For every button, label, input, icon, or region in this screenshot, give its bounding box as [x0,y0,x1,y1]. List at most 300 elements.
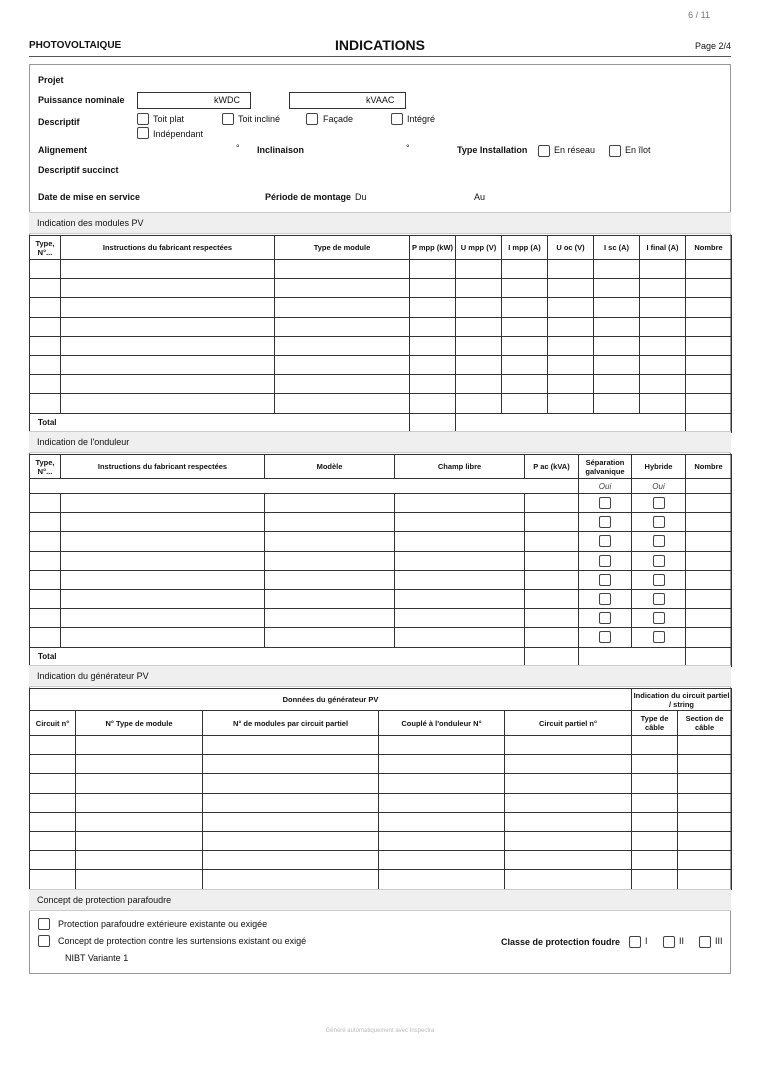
table-cell[interactable] [632,831,678,850]
table-cell[interactable] [30,279,61,298]
table-cell[interactable] [502,375,548,394]
independant-checkbox[interactable] [137,127,149,139]
table-cell[interactable] [525,551,579,570]
table-cell[interactable] [456,298,502,317]
classe-ii-checkbox[interactable] [663,936,675,948]
table-cell[interactable] [525,589,579,608]
table-cell[interactable] [275,336,410,355]
table-cell[interactable] [203,851,379,870]
row-checkbox[interactable] [653,612,665,624]
table-cell[interactable] [30,260,61,279]
generateur-row [30,774,732,793]
row-checkbox[interactable] [653,497,665,509]
generateur-row [30,831,732,850]
table-cell[interactable] [61,394,275,413]
table-cell[interactable] [265,628,395,647]
table-cell[interactable] [265,551,395,570]
table-cell[interactable] [410,317,456,336]
table-cell[interactable] [594,375,640,394]
page-title: INDICATIONS [335,37,425,53]
surtensions-checkbox[interactable] [38,935,50,947]
table-cell[interactable] [30,336,61,355]
table-cell[interactable] [30,755,76,774]
classe-i-label: I [645,936,648,946]
table-cell[interactable] [275,260,410,279]
table-cell[interactable] [548,336,594,355]
table-cell[interactable] [505,831,632,850]
table-cell[interactable] [61,355,275,374]
table-cell[interactable] [456,279,502,298]
table-cell[interactable] [579,589,632,608]
col-couple-onduleur: Couplé à l'onduleur N° [379,711,505,736]
total-nombre-cell[interactable] [686,647,732,666]
table-cell[interactable] [686,375,732,394]
generateur-row [30,870,732,889]
table-cell[interactable] [395,494,525,513]
table-cell[interactable] [686,609,732,628]
table-cell[interactable] [456,355,502,374]
table-cell[interactable] [686,532,732,551]
table-cell[interactable] [632,812,678,831]
table-cell[interactable] [502,279,548,298]
table-cell[interactable] [632,851,678,870]
toit-incline-checkbox[interactable] [222,113,234,125]
table-cell[interactable] [379,793,505,812]
col-isc: I sc (A) [594,236,640,260]
table-cell[interactable] [505,851,632,870]
col-umpp: U mpp (V) [456,236,502,260]
puissance-label: Puissance nominale [38,95,125,105]
table-cell[interactable] [632,570,686,589]
kwdc-field[interactable]: kWDC [137,92,251,109]
table-cell[interactable] [203,736,379,755]
onduleur-section-title: Indication de l'onduleur [29,431,731,453]
table-cell[interactable] [548,279,594,298]
row-checkbox[interactable] [599,631,611,643]
table-cell[interactable] [30,589,61,608]
table-cell[interactable] [30,317,61,336]
table-cell[interactable] [76,851,203,870]
table-cell[interactable] [505,812,632,831]
table-cell[interactable] [505,755,632,774]
row-checkbox[interactable] [653,535,665,547]
table-cell[interactable] [76,812,203,831]
table-cell[interactable] [275,298,410,317]
table-cell[interactable] [30,609,61,628]
table-cell[interactable] [30,513,61,532]
onduleur-row [30,609,732,628]
total-label: Total [30,647,525,666]
table-cell[interactable] [275,355,410,374]
table-cell[interactable] [395,589,525,608]
row-checkbox[interactable] [599,535,611,547]
au-label: Au [474,192,486,202]
table-cell[interactable] [548,375,594,394]
table-cell[interactable] [632,494,686,513]
table-cell[interactable] [640,394,686,413]
table-cell[interactable] [686,355,732,374]
table-cell[interactable] [548,355,594,374]
table-cell[interactable] [678,812,732,831]
page-counter: 6 / 11 [688,10,710,20]
nibt-variante: NIBT Variante 1 [65,953,129,963]
classe-protection-label: Classe de protection foudre [501,937,621,947]
table-cell[interactable] [456,394,502,413]
table-cell[interactable] [30,570,61,589]
table-cell[interactable] [548,298,594,317]
onduleur-row [30,494,732,513]
table-cell[interactable] [265,589,395,608]
table-cell[interactable] [594,336,640,355]
col-type: Type, N°... [30,236,61,260]
module-row [30,260,732,279]
col-pac: P ac (kVA) [525,455,579,479]
table-cell[interactable] [30,298,61,317]
table-cell[interactable] [632,513,686,532]
onduleur-row [30,532,732,551]
table-cell[interactable] [686,336,732,355]
table-cell[interactable] [61,513,265,532]
table-cell[interactable] [61,375,275,394]
row-checkbox[interactable] [653,631,665,643]
table-cell[interactable] [61,532,265,551]
table-cell[interactable] [30,394,61,413]
table-cell[interactable] [640,336,686,355]
en-reseau-checkbox[interactable] [538,145,550,157]
table-cell[interactable] [395,628,525,647]
table-cell[interactable] [76,870,203,889]
table-cell[interactable] [502,394,548,413]
table-cell[interactable] [395,609,525,628]
donnees-generateur-header: Données du générateur PV [30,689,632,711]
table-cell[interactable] [505,736,632,755]
descriptif-succinct-label: Descriptif succinct [38,165,119,175]
table-cell[interactable] [275,375,410,394]
row-checkbox[interactable] [599,574,611,586]
en-reseau-label: En réseau [554,145,596,155]
generateur-row [30,736,732,755]
table-cell[interactable] [265,532,395,551]
table-cell[interactable] [30,851,76,870]
table-cell[interactable] [203,812,379,831]
table-cell[interactable] [502,260,548,279]
table-cell[interactable] [61,336,275,355]
table-cell[interactable] [640,298,686,317]
table-cell[interactable] [61,628,265,647]
generateur-row [30,755,732,774]
table-cell[interactable] [410,260,456,279]
table-cell[interactable] [30,375,61,394]
table-cell[interactable] [594,298,640,317]
table-cell[interactable] [632,589,686,608]
table-cell[interactable] [505,793,632,812]
total-pmpp-cell[interactable] [410,413,456,432]
table-cell[interactable] [30,793,76,812]
integre-label: Intégré [407,114,436,124]
col-type-module: Type de module [275,236,410,260]
table-cell[interactable] [410,298,456,317]
table-cell[interactable] [76,736,203,755]
table-cell[interactable] [525,628,579,647]
table-cell[interactable] [61,589,265,608]
table-cell[interactable] [594,279,640,298]
en-ilot-label: En îlot [625,145,651,155]
table-cell[interactable] [203,831,379,850]
table-cell[interactable] [61,279,275,298]
table-cell[interactable] [686,513,732,532]
table-cell[interactable] [30,494,61,513]
table-cell[interactable] [61,551,265,570]
col-instructions: Instructions du fabricant respectées [61,236,275,260]
module-row [30,298,732,317]
row-checkbox[interactable] [599,612,611,624]
modules-table [29,235,732,433]
module-row [30,375,732,394]
table-cell[interactable] [632,736,678,755]
table-cell[interactable] [379,812,505,831]
module-row [30,317,732,336]
col-ifinal: I final (A) [640,236,686,260]
table-cell[interactable] [686,394,732,413]
table-cell[interactable] [502,298,548,317]
row-checkbox[interactable] [599,555,611,567]
col-nb-modules: N° de modules par circuit partiel [203,711,379,736]
table-cell[interactable] [30,355,61,374]
table-cell[interactable] [61,609,265,628]
table-cell[interactable] [456,260,502,279]
col-type-cable: Type de câble [632,711,678,736]
table-cell[interactable] [265,494,395,513]
col-pmpp: P mpp (kW) [410,236,456,260]
table-cell[interactable] [686,570,732,589]
table-cell[interactable] [410,336,456,355]
table-cell[interactable] [30,551,61,570]
table-cell[interactable] [640,279,686,298]
table-cell[interactable] [395,513,525,532]
table-cell[interactable] [579,628,632,647]
table-cell[interactable] [686,494,732,513]
en-ilot-checkbox[interactable] [609,145,621,157]
total-pac-cell[interactable] [525,647,579,666]
table-cell[interactable] [76,755,203,774]
table-cell[interactable] [30,812,76,831]
facade-checkbox[interactable] [306,113,318,125]
table-cell[interactable] [410,355,456,374]
table-cell[interactable] [525,570,579,589]
toit-incline-label: Toit incliné [238,114,281,124]
parafoudre-exterieure-checkbox[interactable] [38,918,50,930]
table-cell[interactable] [579,532,632,551]
table-cell[interactable] [410,394,456,413]
table-cell[interactable] [548,394,594,413]
table-cell[interactable] [632,551,686,570]
table-cell[interactable] [678,793,732,812]
table-cell[interactable] [379,870,505,889]
generateur-row [30,793,732,812]
table-cell[interactable] [525,494,579,513]
row-checkbox[interactable] [653,574,665,586]
table-cell[interactable] [275,394,410,413]
descriptif-label: Descriptif [38,117,80,127]
onduleur-header-row [30,455,732,479]
table-cell[interactable] [686,317,732,336]
col-modele: Modèle [265,455,395,479]
table-cell[interactable] [275,279,410,298]
alignement-label: Alignement [38,145,88,155]
table-cell[interactable] [686,628,732,647]
table-cell[interactable] [395,551,525,570]
table-cell[interactable] [640,317,686,336]
table-cell[interactable] [502,317,548,336]
table-cell[interactable] [30,736,76,755]
footer-note: Généré automatiquement avec Inspectra [325,1028,435,1034]
table-cell[interactable] [678,736,732,755]
classe-i-checkbox[interactable] [629,936,641,948]
table-cell[interactable] [632,628,686,647]
table-cell[interactable] [203,793,379,812]
table-cell[interactable] [579,609,632,628]
table-cell[interactable] [456,317,502,336]
table-cell[interactable] [594,260,640,279]
table-cell[interactable] [594,394,640,413]
table-cell[interactable] [502,355,548,374]
table-cell[interactable] [76,793,203,812]
onduleur-total-row [30,647,732,666]
table-cell[interactable] [632,870,678,889]
table-cell[interactable] [265,513,395,532]
table-cell[interactable] [379,736,505,755]
table-cell[interactable] [265,609,395,628]
table-cell[interactable] [61,298,275,317]
projet-label: Projet [38,75,64,85]
table-cell[interactable] [525,532,579,551]
table-cell[interactable] [502,336,548,355]
table-cell[interactable] [678,831,732,850]
table-cell[interactable] [395,570,525,589]
col-separation: Séparation galvanique [579,455,632,479]
table-cell[interactable] [61,260,275,279]
table-cell[interactable] [548,317,594,336]
table-cell[interactable] [379,755,505,774]
row-checkbox[interactable] [599,516,611,528]
table-cell[interactable] [203,870,379,889]
type-installation-label: Type Installation [457,145,528,155]
table-cell[interactable] [30,628,61,647]
table-cell[interactable] [30,831,76,850]
module-row [30,279,732,298]
table-cell[interactable] [265,570,395,589]
table-cell[interactable] [686,260,732,279]
table-cell[interactable] [686,298,732,317]
table-cell[interactable] [678,755,732,774]
table-cell[interactable] [61,570,265,589]
facade-label: Façade [323,114,354,124]
table-cell[interactable] [640,375,686,394]
row-checkbox[interactable] [653,593,665,605]
table-cell[interactable] [686,279,732,298]
row-checkbox[interactable] [653,516,665,528]
table-cell[interactable] [632,532,686,551]
module-row [30,336,732,355]
table-cell[interactable] [632,793,678,812]
table-cell[interactable] [76,774,203,793]
table-cell[interactable] [30,870,76,889]
table-cell[interactable] [410,279,456,298]
table-cell[interactable] [525,609,579,628]
col-section-cable: Section de câble [678,711,732,736]
col-type: Type, N°... [30,455,61,479]
table-cell[interactable] [678,851,732,870]
header-divider [29,56,731,57]
total-spacer [456,413,686,432]
table-cell[interactable] [30,774,76,793]
row-checkbox[interactable] [599,497,611,509]
table-cell[interactable] [640,355,686,374]
row-checkbox[interactable] [653,555,665,567]
table-cell[interactable] [579,494,632,513]
integre-checkbox[interactable] [391,113,403,125]
generateur-table [29,688,732,890]
table-cell[interactable] [678,870,732,889]
protection-section-title: Concept de protection parafoudre [29,889,731,911]
table-cell[interactable] [275,317,410,336]
table-cell[interactable] [579,570,632,589]
table-cell[interactable] [395,532,525,551]
col-nombre: Nombre [686,236,732,260]
table-cell[interactable] [30,532,61,551]
table-cell[interactable] [640,260,686,279]
parafoudre-exterieure-label: Protection parafoudre extérieure existante ou exigée [58,919,268,929]
table-cell[interactable] [505,870,632,889]
table-cell[interactable] [632,609,686,628]
total-label: Total [30,413,410,432]
row-checkbox[interactable] [599,593,611,605]
table-cell[interactable] [379,774,505,793]
table-cell[interactable] [525,513,579,532]
table-cell[interactable] [379,831,505,850]
table-cell[interactable] [203,755,379,774]
table-cell[interactable] [456,336,502,355]
table-cell[interactable] [61,317,275,336]
table-cell[interactable] [594,317,640,336]
table-cell[interactable] [686,551,732,570]
col-impp: I mpp (A) [502,236,548,260]
table-cell[interactable] [548,260,594,279]
table-cell[interactable] [632,774,678,793]
classe-iii-checkbox[interactable] [699,936,711,948]
table-cell[interactable] [379,851,505,870]
table-cell[interactable] [410,375,456,394]
table-cell[interactable] [61,494,265,513]
table-cell[interactable] [632,755,678,774]
table-cell[interactable] [594,355,640,374]
module-row [30,355,732,374]
table-cell[interactable] [505,774,632,793]
col-circuit-partiel: Circuit partiel n° [505,711,632,736]
date-service-label: Date de mise en service [38,192,141,202]
table-cell[interactable] [686,589,732,608]
kvaac-field[interactable]: kVAAC [289,92,406,109]
table-cell[interactable] [76,831,203,850]
table-cell[interactable] [579,513,632,532]
toit-plat-checkbox[interactable] [137,113,149,125]
table-cell[interactable] [678,774,732,793]
table-cell[interactable] [456,375,502,394]
total-nombre-cell[interactable] [686,413,732,432]
table-cell[interactable] [203,774,379,793]
col-type-module: N° Type de module [76,711,203,736]
table-cell[interactable] [579,551,632,570]
